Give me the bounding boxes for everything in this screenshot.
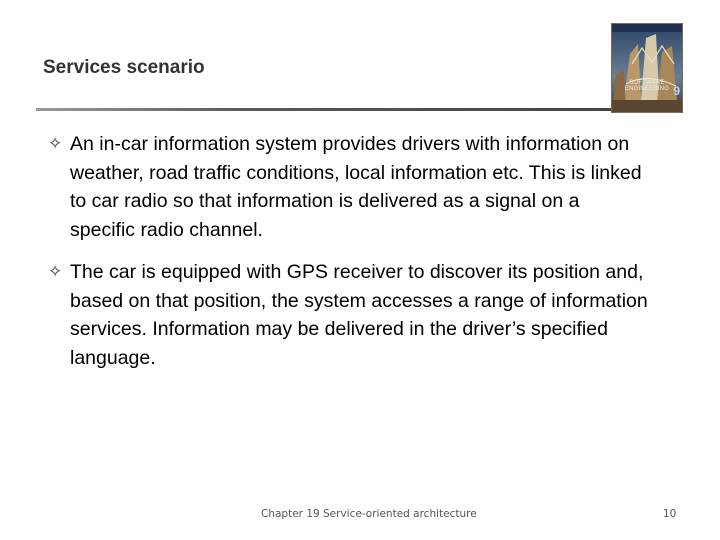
four-point-star-icon: ✧ <box>48 134 63 154</box>
slide-title: Services scenario <box>43 57 205 78</box>
footer-chapter: Chapter 19 Service-oriented architecture <box>261 508 477 520</box>
book-cover-edition: 9 <box>673 84 680 98</box>
bullet-item <box>48 258 648 372</box>
bullet-text: An in-car information system provides drivers with information on weather, road traffic conditions, local information etc. This is linked to car radio so that information is delivered as a signal on a specific radio channel. <box>70 133 642 241</box>
book-cover-title: SOFTWARE ENGINEERING <box>624 80 670 92</box>
four-point-star-icon: ✧ <box>48 262 63 282</box>
bullet-list <box>48 130 648 386</box>
title-divider <box>36 108 614 111</box>
bullet-text: The car is equipped with GPS receiver to discover its position and, based on that position, the system accesses a range of information services. Information may be delivered in the driver’s specified language. <box>70 261 648 369</box>
book-cover-image <box>611 23 683 113</box>
book-cover-artwork <box>612 24 682 112</box>
bullet-item <box>48 130 648 244</box>
page-number: 10 <box>663 508 677 520</box>
